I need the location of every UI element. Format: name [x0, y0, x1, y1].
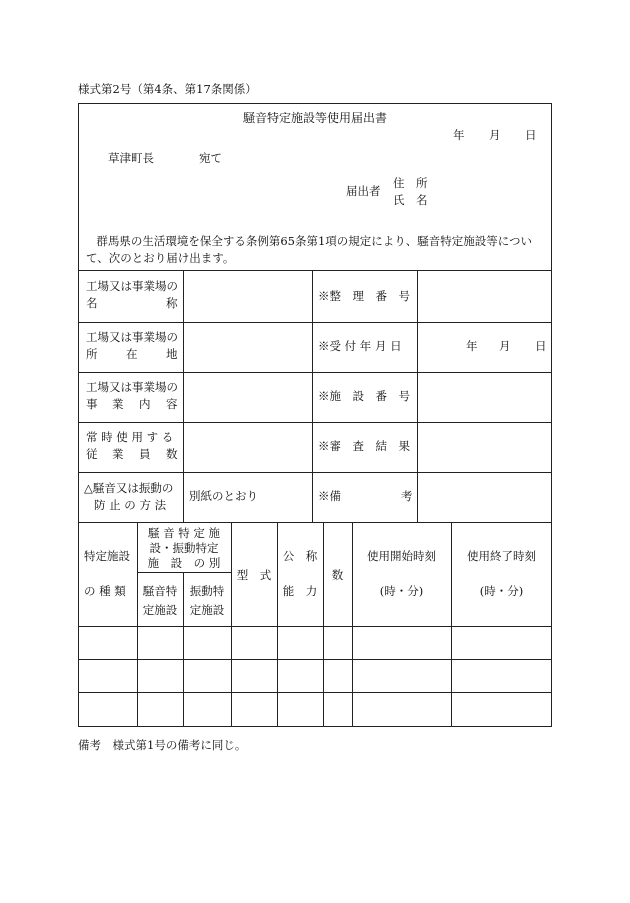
business-content-label-a: 事 [86, 397, 98, 411]
factory-location-label-b: 在 [126, 347, 138, 361]
facility-kind-label: 特定施設 [84, 549, 130, 563]
capacity-header-2: 能 力 [282, 584, 318, 598]
prevention-method-label: △騒音又は振動の [84, 481, 174, 495]
end-time-header: 使用終了時刻 [467, 549, 536, 563]
end-time-header-2: (時・分) [479, 584, 524, 598]
footnote: 備考 様式第1号の備考に同じ。 [78, 738, 247, 752]
received-year-label: 年 [466, 339, 478, 353]
notifier-address-label: 住 所 [393, 176, 428, 190]
employees-label-b: 業 [112, 447, 124, 461]
employees-label-c: 員 [139, 447, 151, 461]
form-title: 騒音特定施設等使用届出書 [242, 111, 387, 125]
factory-name-label: 工場又は事業場の [86, 279, 178, 293]
employees-label-d: 数 [166, 447, 178, 461]
prevention-method-value: 別紙のとおり [189, 489, 258, 503]
addressee-suffix: 宛て [199, 151, 222, 165]
business-content-label-b: 業 [112, 397, 124, 411]
facility-kind-label-2: の 種 類 [84, 584, 126, 598]
date-year-label: 年 [453, 128, 465, 142]
office-received-date-label: ※受 付 年 月 日 [318, 339, 402, 353]
model-header: 型 式 [236, 568, 272, 582]
factory-name-label-b: 称 [166, 296, 178, 310]
employees-label-a: 従 [86, 447, 98, 461]
employees-label: 常 時 使 用 す る [86, 430, 174, 444]
start-time-header-2: (時・分) [379, 584, 424, 598]
received-month-label: 月 [499, 339, 511, 353]
noise-vibration-header: 騒 音 特 定 施 [147, 526, 221, 540]
office-review-result-label: ※審 査 結 果 [318, 439, 410, 453]
date-day-label: 日 [525, 128, 537, 142]
noise-facility-subheader: 騒音特 [142, 584, 178, 598]
form-number: 様式第2号（第4条、第17条関係） [78, 82, 257, 96]
received-day-label: 日 [535, 339, 547, 353]
prevention-method-label-2: 防 止 の 方 法 [94, 498, 167, 512]
business-content-label-d: 容 [166, 397, 178, 411]
factory-location-label-a: 所 [86, 347, 98, 361]
factory-name-label-a: 名 [86, 296, 98, 310]
office-facility-number-label: ※施 設 番 号 [318, 389, 410, 403]
factory-location-label: 工場又は事業場の [86, 330, 178, 344]
office-remarks-label-end: 考 [401, 489, 413, 503]
business-content-label: 工場又は事業場の [86, 380, 178, 394]
start-time-header: 使用開始時刻 [367, 549, 436, 563]
noise-vibration-header-3: 施 設 の 別 [147, 556, 221, 570]
factory-location-label-c: 地 [166, 347, 178, 361]
office-ref-number-label: ※整 理 番 号 [318, 289, 410, 303]
office-remarks-label: ※備 [318, 489, 341, 503]
declaration-text: 群馬県の生活環境を保全する条例第65条第1項の規定により、騒音特定施設等について、次のとおり届け出ます。 [86, 234, 533, 265]
addressee-name: 草津町長 [108, 151, 154, 165]
noise-vibration-header-2: 設・振動特定 [149, 541, 219, 555]
date-month-label: 月 [489, 128, 501, 142]
capacity-header: 公 称 [282, 549, 318, 563]
vibration-facility-subheader-2: 定施設 [189, 603, 225, 617]
vibration-facility-subheader: 振動特 [189, 584, 225, 598]
noise-facility-subheader-2: 定施設 [142, 603, 178, 617]
count-header: 数 [331, 568, 344, 582]
form-frame [78, 103, 552, 727]
notifier-name-label: 氏 名 [393, 193, 428, 207]
business-content-label-c: 内 [139, 397, 151, 411]
notifier-label: 届出者 [346, 184, 381, 198]
